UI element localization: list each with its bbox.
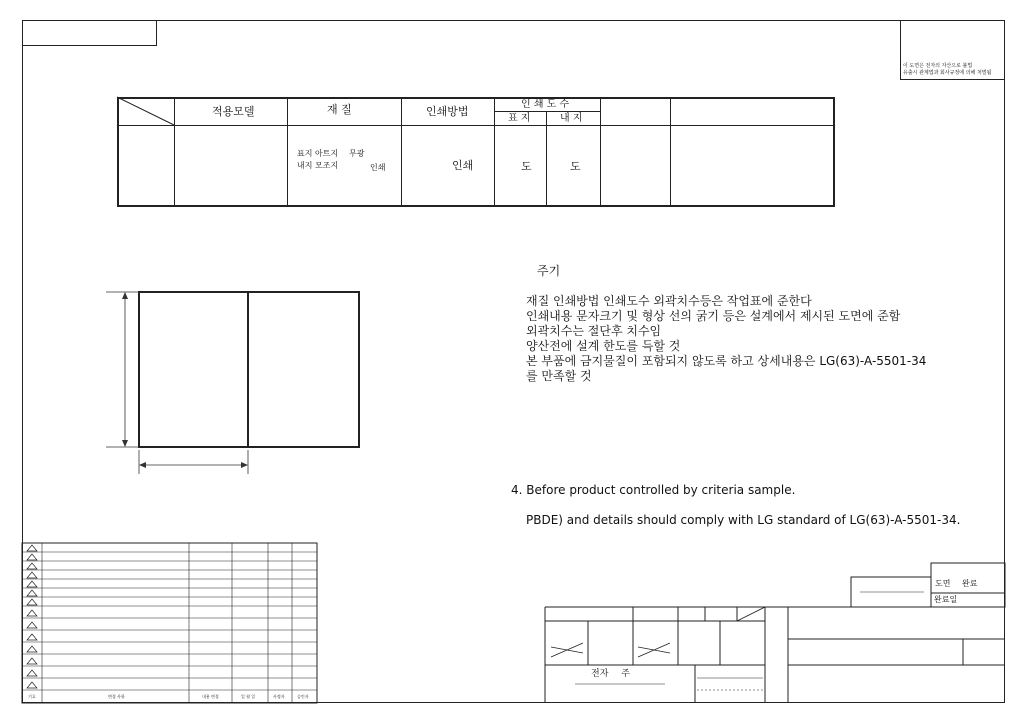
notes-title: 주기	[537, 264, 561, 278]
revision-footer-date: 일 월 일	[241, 694, 256, 699]
header-inner: 내 지	[560, 113, 583, 124]
cover-colors-value: 도	[521, 160, 532, 173]
header-material: 재 질	[327, 103, 352, 116]
note-english-2: PBDE) and details should comply with LG standard of LG(63)-A-5501-34.	[526, 513, 961, 527]
revision-footer-change: 변경 사항	[108, 694, 125, 699]
header-cover: 표 지	[508, 113, 531, 124]
note-line: 인쇄내용 문자크기 및 형상 선의 굵기 등은 설계에서 제시된 도면에 준함	[526, 309, 901, 323]
complete-label: 완료	[962, 579, 978, 588]
header-print-method: 인쇄방법	[426, 105, 469, 118]
material-line1b: 무광	[349, 149, 365, 158]
note-line: 본 부품에 금지물질이 포함되지 않도록 하고 상세내용은 LG(63)-A-5501-34	[526, 354, 927, 368]
note-line: 재질 인쇄방법 인쇄도수 외곽치수등은 작업표에 준한다	[526, 294, 812, 308]
material-line2: 내지 모조지	[297, 161, 339, 170]
note-line: 양산전에 설계 한도를 득할 것	[526, 339, 681, 353]
print-method-value: 인쇄	[452, 159, 474, 172]
inner-colors-value: 도	[570, 160, 581, 173]
material-line2b: 인쇄	[370, 163, 386, 172]
corner-notice-line2: 유출시 관계법과 회사규정에 의해 처벌됨	[903, 70, 992, 76]
drawing-status-label: 도면	[935, 579, 951, 588]
header-model: 적용모델	[212, 105, 255, 118]
material-line1: 표지 아트지	[297, 149, 339, 158]
company-label: 전자 주	[591, 669, 630, 679]
header-print-colors: 인 쇄 도 수	[521, 99, 570, 110]
note-line: 외곽치수는 절단후 치수임	[526, 324, 662, 338]
note-line: 를 만족할 것	[526, 369, 592, 383]
revision-footer-content: 내용 변경	[202, 694, 219, 699]
revision-footer-checker: 사정자	[273, 694, 285, 699]
complete-date-label: 완료일	[934, 595, 958, 604]
revision-footer-symbol: 기호	[28, 694, 36, 699]
revision-footer-approver: 승인자	[297, 694, 309, 699]
corner-notice-line1: 이 도면은 전자의 자산으로 불법	[903, 63, 973, 69]
note-english-1: 4. Before product controlled by criteria sample.	[511, 483, 796, 497]
